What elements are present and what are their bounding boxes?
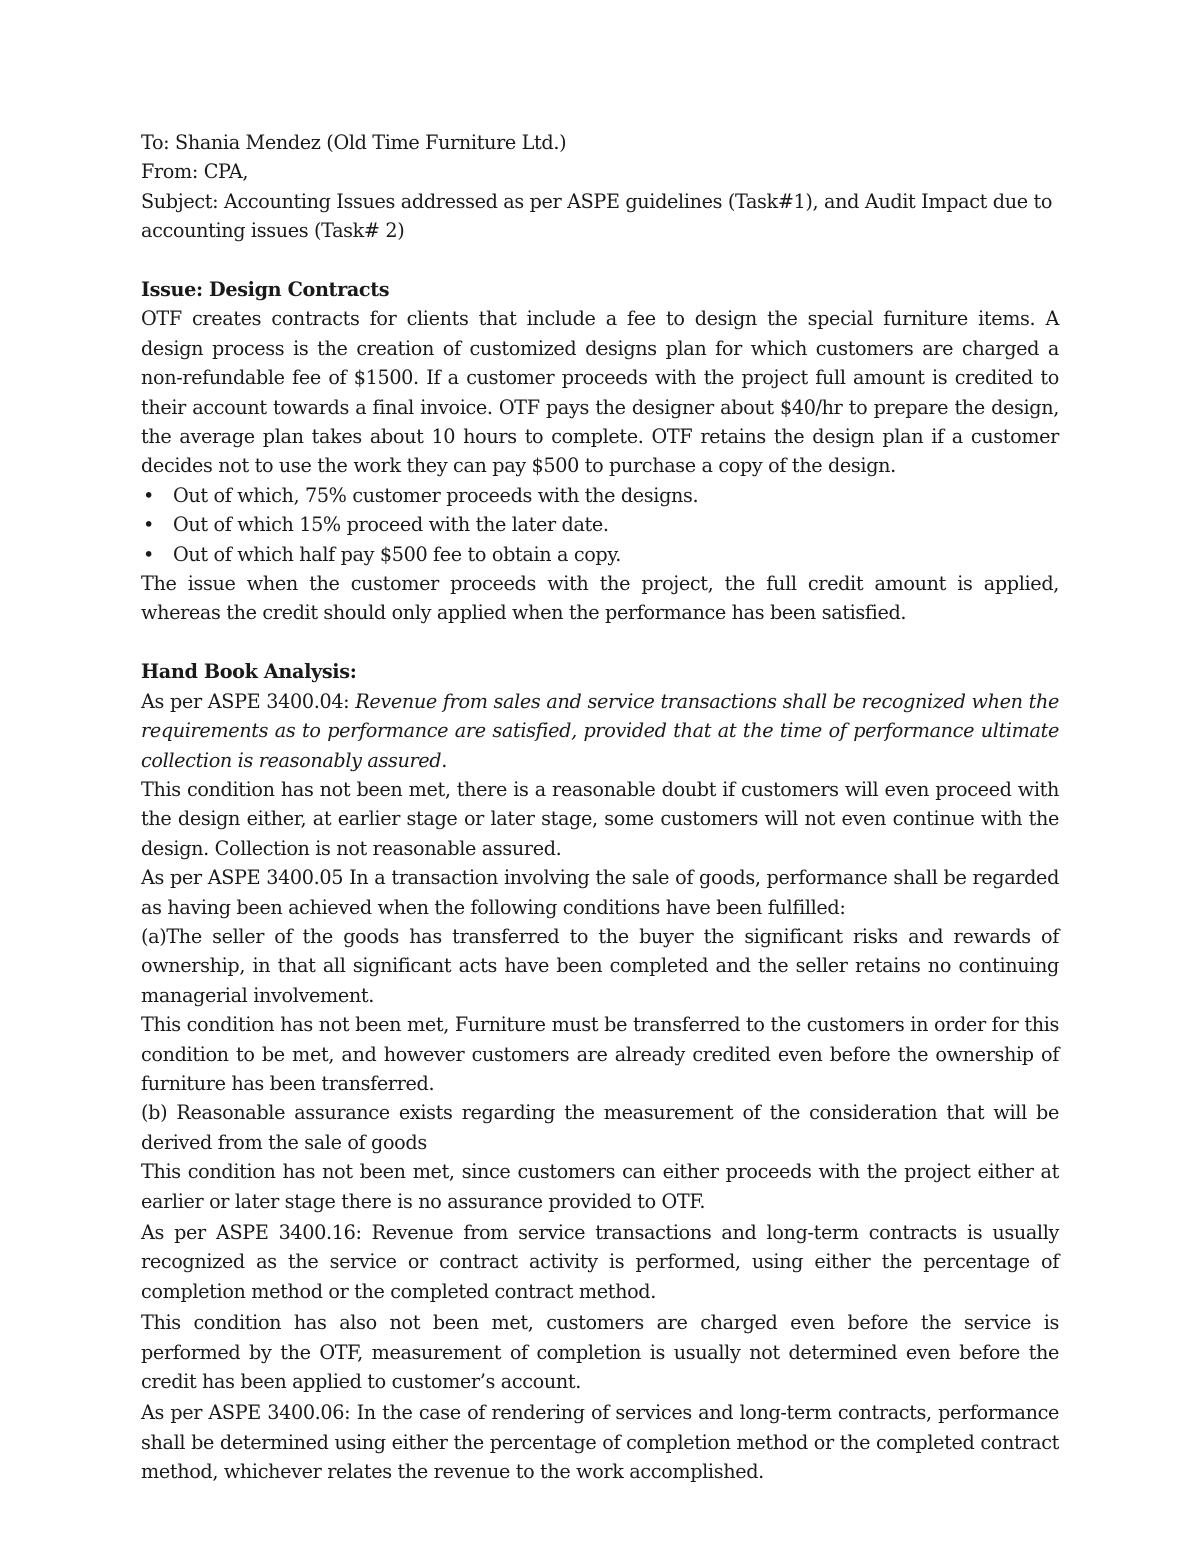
analysis-paragraph: This condition has not been met, since customers can either proceeds with the project either at earlier or later stage there is no assurance provided to OTF.: [141, 1160, 1059, 1213]
issue-conclusion: The issue when the customer proceeds with the project, the full credit amount is applied, whereas the credit should only applied when the performance has been satisfied.: [141, 572, 1059, 625]
bullet-glyph: •: [143, 513, 154, 537]
analysis-condition-a: (a)The seller of the goods has transferred to the buyer the significant risks and rewards of ownership, in that all significant acts have been completed and the seller retains no continuing managerial involvement.: [141, 924, 1059, 1007]
analysis-paragraph-3400-04: [141, 687, 1059, 775]
bullet-glyph: •: [143, 483, 154, 507]
analysis-heading: Hand Book Analysis:: [141, 660, 357, 684]
analysis-paragraph: This condition has also not been met, customers are charged even before the service is performed by the OTF, measurement of completion is usually not determined even before the credit has been applied to customer’s account.: [141, 1311, 1059, 1394]
spacer: [141, 246, 1059, 275]
list-item: [141, 481, 1059, 510]
memo-from: From: CPA,: [141, 160, 249, 184]
analysis-p1-prefix: As per ASPE 3400.04:: [141, 689, 356, 713]
analysis-paragraph-3400-06: As per ASPE 3400.06: In the case of rendering of services and long-term contracts, performance shall be determined using either the percentage of completion method or the completed contract method, whichever relates the revenue to the work accomplished.: [141, 1401, 1059, 1484]
issue-body: OTF creates contracts for clients that include a fee to design the special furniture items. A design process is the creation of customized designs plan for which customers are charged a non-refundable fee of $1500. If a customer proceeds with the project full amount is credited to their account towards a final invoice. OTF pays the designer about $40/hr to prepare the design, the average plan takes about 10 hours to complete. OTF retains the design plan if a customer decides not to use the work they can pay $500 to purchase a copy of the design.: [141, 307, 1059, 478]
bullet-glyph: •: [143, 542, 154, 566]
analysis-paragraph-3400-05: As per ASPE 3400.05 In a transaction involving the sale of goods, performance shall be regarded as having been achieved when the following conditions have been fulfilled:: [141, 866, 1059, 919]
analysis-p1-suffix: .: [441, 748, 447, 772]
list-item: [141, 510, 1059, 539]
analysis-condition-b: (b) Reasonable assurance exists regarding the measurement of the consideration that will be derived from the sale of goods: [141, 1101, 1059, 1154]
spacer: [141, 628, 1059, 657]
analysis-p1-quote: Revenue from sales and service transactions shall be recognized when the requirements as to performance are satisfied, provided that at the time of performance ultimate collection is reasonably assured: [141, 689, 1059, 772]
analysis-paragraph: This condition has not been met, there is a reasonable doubt if customers will even proceed with the design either, at earlier stage or later stage, some customers will not even continue with the design. Collection is not reasonable assured.: [141, 777, 1059, 860]
issue-bullet-list: [141, 481, 1059, 569]
analysis-paragraph-3400-16: As per ASPE 3400.16: Revenue from service transactions and long-term contracts is usually recognized as the service or contract activity is performed, using either the percentage of completion method or the completed contract method.: [141, 1221, 1059, 1303]
issue-heading: Issue: Design Contracts: [141, 278, 390, 302]
document-page: [141, 128, 1059, 1487]
memo-subject: Subject: Accounting Issues addressed as per ASPE guidelines (Task#1), and Audit Impact due to accounting issues (Task# 2): [141, 189, 1053, 243]
list-item-text: Out of which half pay $500 fee to obtain a copy.: [173, 542, 622, 566]
analysis-paragraph: This condition has not been met, Furniture must be transferred to the customers in order for this condition to be met, and however customers are already credited even before the ownership of furniture has been transferred.: [141, 1013, 1059, 1095]
list-item: [141, 540, 1059, 569]
list-item-text: Out of which 15% proceed with the later date.: [173, 513, 609, 537]
list-item-text: Out of which, 75% customer proceeds with the designs.: [173, 483, 699, 507]
memo-to: To: Shania Mendez (Old Time Furniture Ltd.): [141, 131, 567, 154]
